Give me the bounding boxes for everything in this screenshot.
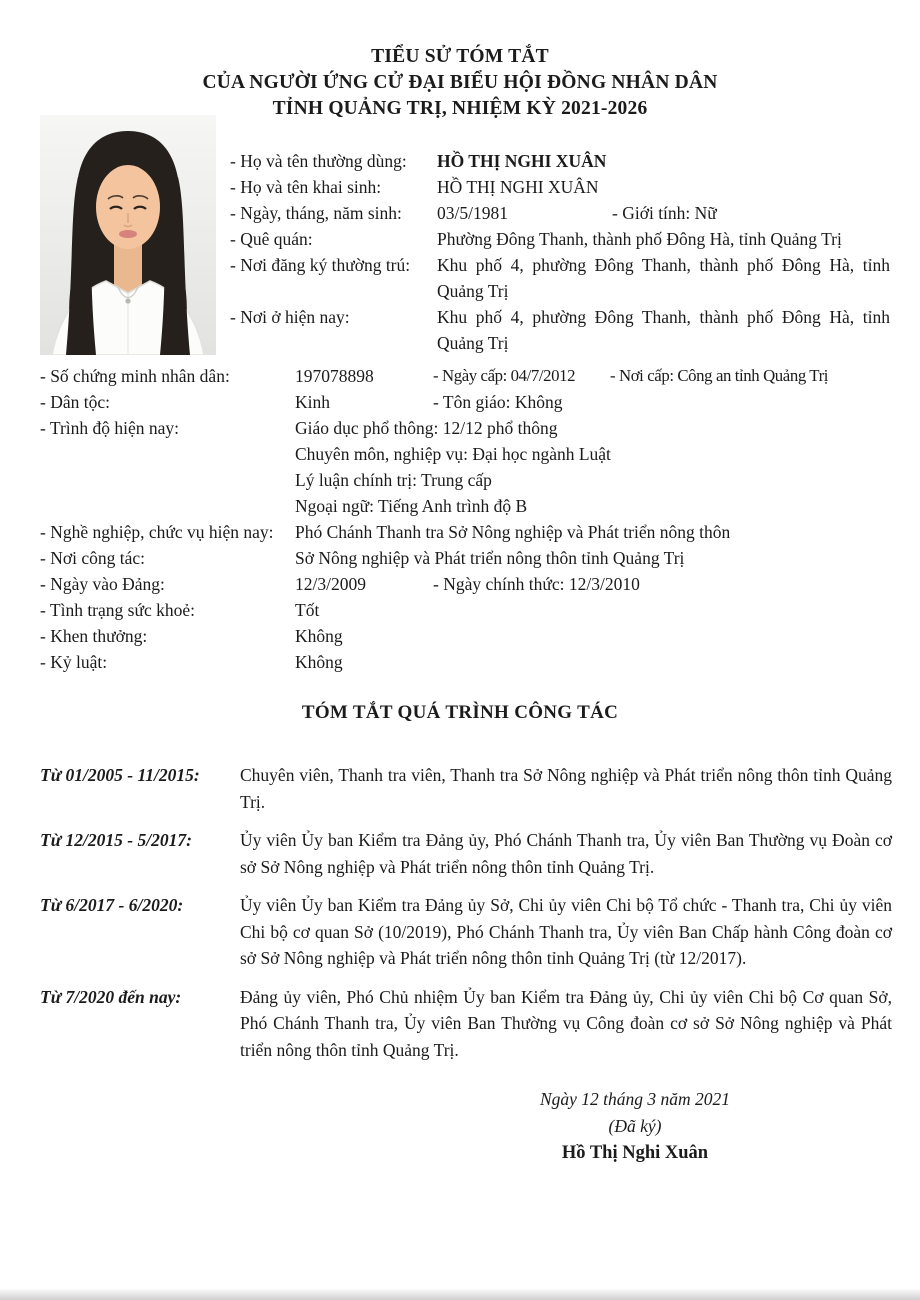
info-row-workplace — [40, 545, 892, 571]
career-history — [40, 762, 892, 1075]
career-detail: Ủy viên Ủy ban Kiểm tra Đảng ủy Sở, Chi ủy viên Chi bộ Tổ chức - Thanh tra, Chi ủy viên Chi bộ cơ quan Sở (10/2019), Phó Chánh Thanh tra, Ủy viên Ban Chấp hành Công đoàn cơ sở Sở Nông nghiệp và Phát triển nông thôn tỉnh Quảng Trị (từ 12/2017). — [240, 895, 892, 968]
career-section-heading: TÓM TẮT QUÁ TRÌNH CÔNG TÁC — [301, 702, 619, 723]
info-label: - Họ và tên khai sinh: — [230, 177, 382, 197]
info-value: Lý luận chính trị: Trung cấp — [295, 470, 492, 490]
career-detail: Đảng ủy viên, Phó Chủ nhiệm Ủy ban Kiểm tra Đảng ủy, Chi ủy viên Chi bộ Cơ quan Sở, Phó Chánh Thanh tra, Ủy viên Ban Thường vụ Công đoàn cơ sở Sở Nông nghiệp và Phát triển nông thôn tỉnh Quảng Trị. — [240, 986, 892, 1060]
info-row-id-number — [40, 363, 892, 389]
info-label: - Ngày, tháng, năm sinh: — [230, 203, 402, 223]
info-value: Khu phố 4, phường Đông Thanh, thành phố Đông Hà, tỉnh Quảng Trị — [437, 307, 890, 353]
info-label: - Dân tộc: — [40, 392, 110, 412]
info-label: - Kỷ luật: — [40, 652, 108, 672]
info-value: Không — [295, 626, 343, 646]
career-row — [40, 827, 892, 880]
info-value: Sở Nông nghiệp và Phát triển nông thôn tỉnh Quảng Trị — [295, 548, 685, 568]
info-label: - Nơi đăng ký thường trú: — [230, 255, 411, 275]
career-detail: Chuyên viên, Thanh tra viên, Thanh tra Sở Nông nghiệp và Phát triển nông thôn tỉnh Quảng Trị. — [240, 765, 892, 812]
info-label: - Họ và tên thường dùng: — [230, 151, 407, 171]
info-label: - Nghề nghiệp, chức vụ hiện nay: — [40, 522, 274, 542]
info-row-ethnicity — [40, 389, 892, 415]
info-row-political-theory — [40, 467, 892, 493]
info-label: - Khen thưởng: — [40, 626, 148, 646]
info-row-registered-residence — [230, 252, 890, 304]
career-detail: Ủy viên Ủy ban Kiểm tra Đảng ủy, Phó Chánh Thanh tra, Ủy viên Ban Thường vụ Đoàn cơ sở Sở Nông nghiệp và Phát triển nông thôn tỉnh Quảng Trị. — [240, 830, 892, 877]
info-row-discipline — [40, 649, 892, 675]
info-label: - Quê quán: — [230, 229, 313, 249]
career-row — [40, 984, 892, 1064]
info-row-birth-date — [230, 200, 890, 226]
info-row-health — [40, 597, 892, 623]
info-value: HỒ THỊ NGHI XUÂN — [437, 151, 607, 171]
career-row — [40, 762, 892, 815]
info-value: 197078898 — [295, 366, 374, 386]
info-value: 12/3/2009 — [295, 574, 366, 594]
portrait-photo — [40, 115, 216, 355]
religion: - Tôn giáo: Không — [433, 392, 563, 412]
info-label: - Nơi công tác: — [40, 548, 145, 568]
scan-edge-artifact — [0, 1289, 920, 1300]
signed-note: (Đã ký) — [608, 1116, 662, 1136]
info-row-foreign-language — [40, 493, 892, 519]
birth-date: 03/5/1981 — [437, 203, 508, 223]
career-period: Từ 7/2020 đến nay: — [40, 986, 182, 1007]
info-row-current-residence — [230, 304, 890, 356]
portrait-photo-image — [40, 115, 216, 355]
title-line-1: TIỂU SỬ TÓM TẮT — [371, 46, 549, 67]
info-label: - Ngày vào Đảng: — [40, 574, 165, 594]
id-issue-place: - Nơi cấp: Công an tỉnh Quảng Trị — [610, 366, 829, 385]
signature-name: Hồ Thị Nghi Xuân — [561, 1143, 709, 1163]
info-value: Chuyên môn, nghiệp vụ: Đại học ngành Luật — [295, 444, 611, 464]
info-row-hometown — [230, 226, 890, 252]
info-row-commendation — [40, 623, 892, 649]
id-issue-date: - Ngày cấp: 04/7/2012 — [433, 366, 576, 385]
career-period: Từ 6/2017 - 6/2020: — [40, 895, 184, 915]
info-row-birth-name — [230, 174, 890, 200]
info-value: Ngoại ngữ: Tiếng Anh trình độ B — [295, 496, 528, 516]
info-value: Không — [295, 652, 343, 672]
info-row-professional-degree — [40, 441, 892, 467]
info-row-party-admission — [40, 571, 892, 597]
info-row-occupation — [40, 519, 892, 545]
title-line-2: CỦA NGƯỜI ỨNG CỬ ĐẠI BIỂU HỘI ĐỒNG NHÂN DÂN — [202, 72, 718, 93]
info-row-common-name — [230, 148, 890, 174]
party-official-date: - Ngày chính thức: 12/3/2010 — [433, 574, 640, 594]
info-value: Tốt — [295, 600, 320, 620]
info-value — [437, 200, 890, 226]
info-label: - Trình độ hiện nay: — [40, 418, 180, 438]
info-row-education — [40, 415, 892, 441]
info-value: Phường Đông Thanh, thành phố Đông Hà, tỉnh Quảng Trị — [437, 229, 842, 249]
career-row — [40, 892, 892, 972]
personal-info-lower — [40, 363, 892, 675]
info-value: Kinh — [295, 392, 330, 412]
gender: - Giới tính: Nữ — [612, 203, 717, 223]
signature-date: Ngày 12 tháng 3 năm 2021 — [539, 1089, 731, 1109]
personal-info-top — [230, 148, 890, 356]
info-value: HỒ THỊ NGHI XUÂN — [437, 177, 599, 197]
career-period: Từ 12/2015 - 5/2017: — [40, 830, 192, 850]
info-label: - Nơi ở hiện nay: — [230, 307, 350, 327]
signature-block — [380, 1086, 890, 1167]
info-value: Giáo dục phổ thông: 12/12 phổ thông — [295, 418, 558, 438]
info-value: Khu phố 4, phường Đông Thanh, thành phố Đông Hà, tỉnh Quảng Trị — [437, 255, 890, 301]
title-line-3: TỈNH QUẢNG TRỊ, NHIỆM KỲ 2021-2026 — [272, 98, 648, 119]
info-label: - Số chứng minh nhân dân: — [40, 366, 230, 386]
info-label: - Tình trạng sức khoẻ: — [40, 600, 195, 620]
career-period: Từ 01/2005 - 11/2015: — [40, 765, 200, 785]
info-value: Phó Chánh Thanh tra Sở Nông nghiệp và Phát triển nông thôn — [295, 522, 731, 542]
document-title — [0, 44, 920, 122]
